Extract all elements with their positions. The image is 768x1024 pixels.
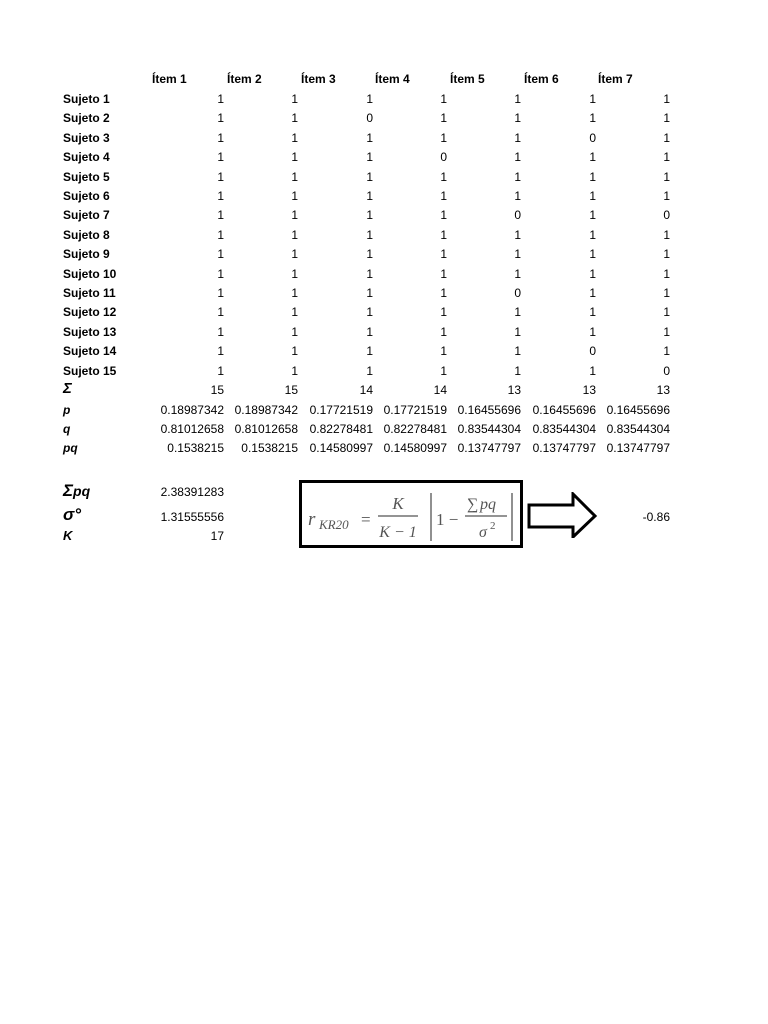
table-cell: 1: [366, 170, 373, 184]
k-value: 17: [210, 529, 224, 543]
table-cell: 1: [217, 92, 224, 106]
table-cell: 1: [663, 150, 670, 164]
table-cell: 1: [217, 189, 224, 203]
table-cell: 1: [291, 286, 298, 300]
table-cell: 1: [589, 170, 596, 184]
table-cell: 1: [366, 267, 373, 281]
sigma-value: 1.31555556: [160, 510, 224, 524]
table-cell: 1: [366, 131, 373, 145]
formula-r: r: [308, 509, 316, 530]
table-cell: 1: [514, 92, 521, 106]
table-cell: 1: [217, 364, 224, 378]
table-cell: 1: [589, 247, 596, 261]
table-cell: 1: [514, 228, 521, 242]
table-cell: 1: [440, 344, 447, 358]
stat-cell: 0.82278481: [383, 422, 447, 436]
column-header: Ítem 3: [301, 72, 336, 86]
table-cell: 1: [291, 344, 298, 358]
stat-label: pq: [63, 441, 78, 455]
kr20-result: -0.86: [642, 510, 670, 524]
table-cell: 1: [663, 111, 670, 125]
formula-inner-exp: 2: [490, 520, 496, 532]
table-cell: 1: [663, 189, 670, 203]
row-label: Sujeto 15: [63, 364, 117, 378]
stat-label: Σ: [63, 380, 72, 397]
stat-cell: 15: [210, 383, 224, 397]
row-label: Sujeto 13: [63, 325, 117, 339]
table-cell: 1: [440, 247, 447, 261]
stat-cell: 0.13747797: [532, 441, 596, 455]
table-cell: 1: [366, 325, 373, 339]
table-cell: 1: [589, 150, 596, 164]
table-cell: 1: [663, 92, 670, 106]
table-cell: 1: [663, 247, 670, 261]
formula-denominator: K − 1: [379, 524, 417, 541]
stat-cell: 0.13747797: [457, 441, 521, 455]
table-cell: 1: [514, 111, 521, 125]
formula-inner-numerator: pq: [480, 496, 496, 513]
column-header: Ítem 4: [375, 72, 410, 86]
table-cell: 1: [514, 170, 521, 184]
table-cell: 1: [440, 267, 447, 281]
table-cell: 0: [440, 150, 447, 164]
stat-cell: 0.81012658: [160, 422, 224, 436]
table-cell: 0: [663, 208, 670, 222]
stat-label: q: [63, 422, 71, 436]
row-label: Sujeto 4: [63, 150, 110, 164]
table-cell: 1: [589, 189, 596, 203]
table-cell: 1: [663, 325, 670, 339]
table-cell: 1: [440, 92, 447, 106]
table-cell: 1: [217, 131, 224, 145]
table-cell: 1: [291, 228, 298, 242]
table-cell: 1: [291, 208, 298, 222]
stat-cell: 0.83544304: [457, 422, 521, 436]
table-cell: 1: [514, 247, 521, 261]
table-cell: 1: [514, 189, 521, 203]
table-cell: 1: [514, 325, 521, 339]
table-cell: 1: [366, 189, 373, 203]
table-cell: 1: [217, 344, 224, 358]
table-cell: 1: [366, 247, 373, 261]
table-cell: 1: [514, 267, 521, 281]
table-cell: 1: [663, 267, 670, 281]
table-cell: 1: [663, 131, 670, 145]
table-cell: 1: [440, 305, 447, 319]
table-cell: 1: [217, 305, 224, 319]
formula-one-minus: 1 −: [436, 510, 459, 529]
table-cell: 1: [217, 286, 224, 300]
table-cell: 1: [366, 286, 373, 300]
stat-cell: 0.82278481: [309, 422, 373, 436]
table-cell: 0: [514, 286, 521, 300]
table-cell: 1: [440, 208, 447, 222]
row-label: Sujeto 10: [63, 267, 117, 281]
table-cell: 1: [217, 247, 224, 261]
table-cell: 1: [663, 286, 670, 300]
table-cell: 0: [663, 364, 670, 378]
stat-cell: 0.17721519: [309, 403, 373, 417]
table-cell: 1: [663, 305, 670, 319]
table-cell: 1: [366, 228, 373, 242]
column-header: Ítem 6: [524, 72, 559, 86]
table-cell: 1: [440, 111, 447, 125]
sum-pq-value: 2.38391283: [160, 485, 224, 499]
row-label: Sujeto 5: [63, 170, 110, 184]
stat-cell: 0.16455696: [532, 403, 596, 417]
table-cell: 1: [291, 247, 298, 261]
table-cell: 1: [291, 131, 298, 145]
column-header: Ítem 2: [227, 72, 262, 86]
table-cell: 1: [217, 170, 224, 184]
table-cell: 1: [217, 267, 224, 281]
right-arrow-icon: [527, 492, 599, 538]
stat-cell: 0.18987342: [160, 403, 224, 417]
table-cell: 0: [589, 131, 596, 145]
table-cell: 1: [440, 131, 447, 145]
table-cell: 1: [514, 305, 521, 319]
stat-cell: 14: [359, 383, 373, 397]
row-label: Sujeto 1: [63, 92, 110, 106]
table-cell: 1: [663, 170, 670, 184]
stat-cell: 14: [433, 383, 447, 397]
table-cell: 0: [366, 111, 373, 125]
stat-cell: 0.1538215: [241, 441, 298, 455]
row-label: Sujeto 11: [63, 286, 116, 300]
table-cell: 1: [217, 150, 224, 164]
table-cell: 1: [663, 344, 670, 358]
row-label: Sujeto 6: [63, 189, 110, 203]
stat-cell: 0.16455696: [457, 403, 521, 417]
formula-inner-denominator: σ: [479, 524, 487, 541]
stat-cell: 13: [582, 383, 596, 397]
row-label: Sujeto 3: [63, 131, 110, 145]
table-cell: 1: [366, 150, 373, 164]
stat-label: p: [63, 403, 71, 417]
stat-cell: 13: [656, 383, 670, 397]
stat-cell: 0.14580997: [309, 441, 373, 455]
k-label: K: [63, 528, 73, 543]
formula-numerator: K: [392, 494, 404, 513]
table-cell: 1: [366, 364, 373, 378]
table-cell: 1: [589, 364, 596, 378]
table-cell: 1: [514, 364, 521, 378]
row-label: Sujeto 12: [63, 305, 117, 319]
table-cell: 1: [291, 364, 298, 378]
stat-cell: 0.83544304: [532, 422, 596, 436]
table-cell: 1: [663, 228, 670, 242]
kr20-formula: [302, 483, 520, 545]
table-cell: 1: [514, 131, 521, 145]
table-cell: 1: [589, 92, 596, 106]
table-cell: 1: [366, 344, 373, 358]
table-cell: 1: [366, 305, 373, 319]
stat-cell: 0.14580997: [383, 441, 447, 455]
stat-cell: 0.18987342: [234, 403, 298, 417]
stat-cell: 0.81012658: [234, 422, 298, 436]
table-cell: 1: [589, 325, 596, 339]
stat-cell: 0.1538215: [167, 441, 224, 455]
table-cell: 1: [440, 364, 447, 378]
stat-cell: 13: [507, 383, 521, 397]
table-cell: 1: [291, 111, 298, 125]
table-cell: 1: [366, 92, 373, 106]
table-cell: 1: [291, 189, 298, 203]
table-cell: 1: [291, 325, 298, 339]
table-cell: 1: [291, 92, 298, 106]
table-cell: 1: [440, 325, 447, 339]
table-cell: 1: [217, 111, 224, 125]
formula-equals: =: [361, 510, 371, 529]
sum-pq-symbol: Σ: [63, 481, 74, 500]
table-cell: 1: [217, 208, 224, 222]
stat-cell: 0.16455696: [606, 403, 670, 417]
table-cell: 1: [366, 208, 373, 222]
sum-pq-label: [63, 482, 90, 500]
table-cell: 1: [291, 267, 298, 281]
row-label: Sujeto 9: [63, 247, 110, 261]
sigma-label: σ°: [63, 505, 82, 524]
sum-pq-suffix: pq: [73, 483, 91, 499]
table-cell: 1: [514, 344, 521, 358]
table-cell: 1: [217, 325, 224, 339]
stat-cell: 15: [284, 383, 298, 397]
formula-subscript: KR20: [319, 517, 349, 532]
column-header: Ítem 5: [450, 72, 485, 86]
table-cell: 1: [589, 305, 596, 319]
formula-sum-sign: ∑: [467, 496, 479, 513]
table-cell: 1: [589, 228, 596, 242]
kr20-formula-box: [299, 480, 523, 548]
row-label: Sujeto 2: [63, 111, 110, 125]
table-cell: 1: [291, 150, 298, 164]
table-cell: 0: [589, 344, 596, 358]
stat-cell: 0.83544304: [606, 422, 670, 436]
row-label: Sujeto 14: [63, 344, 117, 358]
table-cell: 1: [440, 286, 447, 300]
table-cell: 1: [589, 111, 596, 125]
stat-cell: 0.17721519: [383, 403, 447, 417]
table-cell: 1: [440, 170, 447, 184]
column-header: Ítem 1: [152, 72, 187, 86]
table-cell: 1: [291, 170, 298, 184]
stat-cell: 0.13747797: [606, 441, 670, 455]
table-cell: 1: [217, 228, 224, 242]
row-label: Sujeto 8: [63, 228, 110, 242]
table-cell: 1: [440, 228, 447, 242]
table-cell: 1: [514, 150, 521, 164]
row-label: Sujeto 7: [63, 208, 110, 222]
column-header: Ítem 7: [598, 72, 633, 86]
table-cell: 0: [514, 208, 521, 222]
table-cell: 1: [589, 286, 596, 300]
table-cell: 1: [589, 267, 596, 281]
table-cell: 1: [589, 208, 596, 222]
table-cell: 1: [291, 305, 298, 319]
table-cell: 1: [440, 189, 447, 203]
